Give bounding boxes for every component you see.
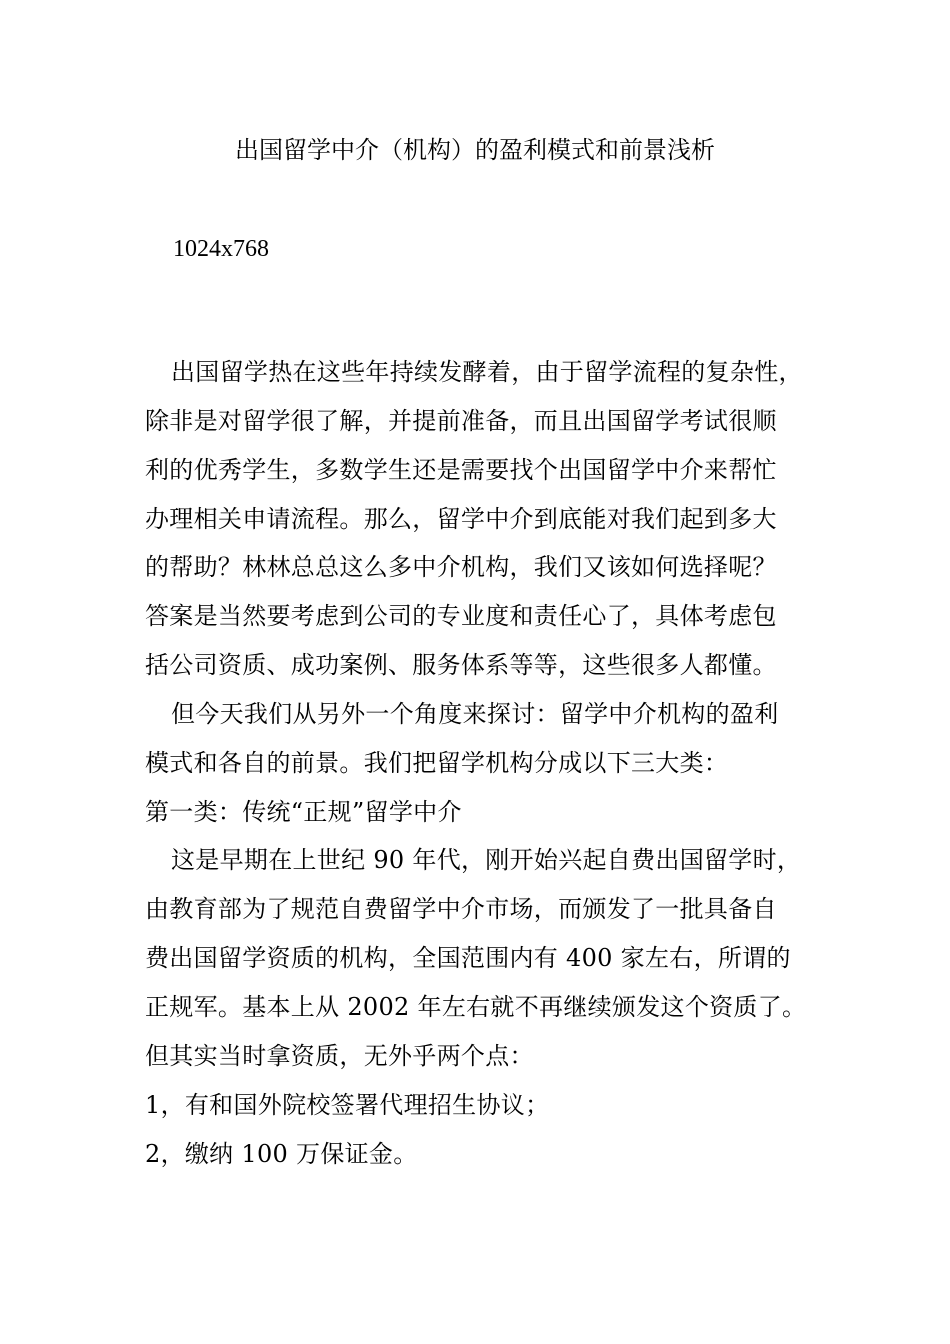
document-body — [145, 356, 825, 1186]
paragraph-line: 费出国留学资质的机构，全国范围内有 400 家左右，所谓的 — [145, 944, 791, 973]
paragraph-line: 但今天我们从另外一个角度来探讨：留学中介机构的盈利 — [171, 699, 779, 728]
paragraph-line: 的帮助？林林总总这么多中介机构，我们又该如何选择呢？ — [145, 553, 777, 582]
paragraph-line: 模式和各自的前景。我们把留学机构分成以下三大类： — [145, 748, 729, 777]
paragraph-line: 这是早期在上世纪 90 年代，刚开始兴起自费出国留学时， — [171, 846, 802, 875]
paragraph-line: 除非是对留学很了解，并提前准备，而且出国留学考试很顺 — [145, 406, 777, 435]
paragraph-line: 由教育部为了规范自费留学中介市场，而颁发了一批具备自 — [145, 895, 777, 924]
document-subtitle: 1024x768 — [173, 236, 269, 262]
document-title: 出国留学中介（机构）的盈利模式和前景浅析 — [235, 136, 715, 164]
section-heading: 第一类：传统“正规”留学中介 — [145, 797, 462, 826]
paragraph-line: 但其实当时拿资质，无外乎两个点： — [145, 1041, 534, 1070]
list-item: 1，有和国外院校签署代理招生协议； — [145, 1090, 550, 1119]
paragraph-line: 正规军。基本上从 2002 年左右就不再继续颁发这个资质了。 — [145, 992, 807, 1021]
paragraph-line: 办理相关申请流程。那么，留学中介到底能对我们起到多大 — [145, 504, 777, 533]
list-item: 2，缴纳 100 万保证金。 — [145, 1139, 418, 1168]
paragraph-line: 利的优秀学生，多数学生还是需要找个出国留学中介来帮忙 — [145, 455, 777, 484]
paragraph-line: 括公司资质、成功案例、服务体系等等，这些很多人都懂。 — [145, 651, 777, 680]
paragraph-line: 出国留学热在这些年持续发酵着，由于留学流程的复杂性， — [171, 358, 803, 386]
paragraph-line: 答案是当然要考虑到公司的专业度和责任心了，具体考虑包 — [145, 602, 777, 631]
